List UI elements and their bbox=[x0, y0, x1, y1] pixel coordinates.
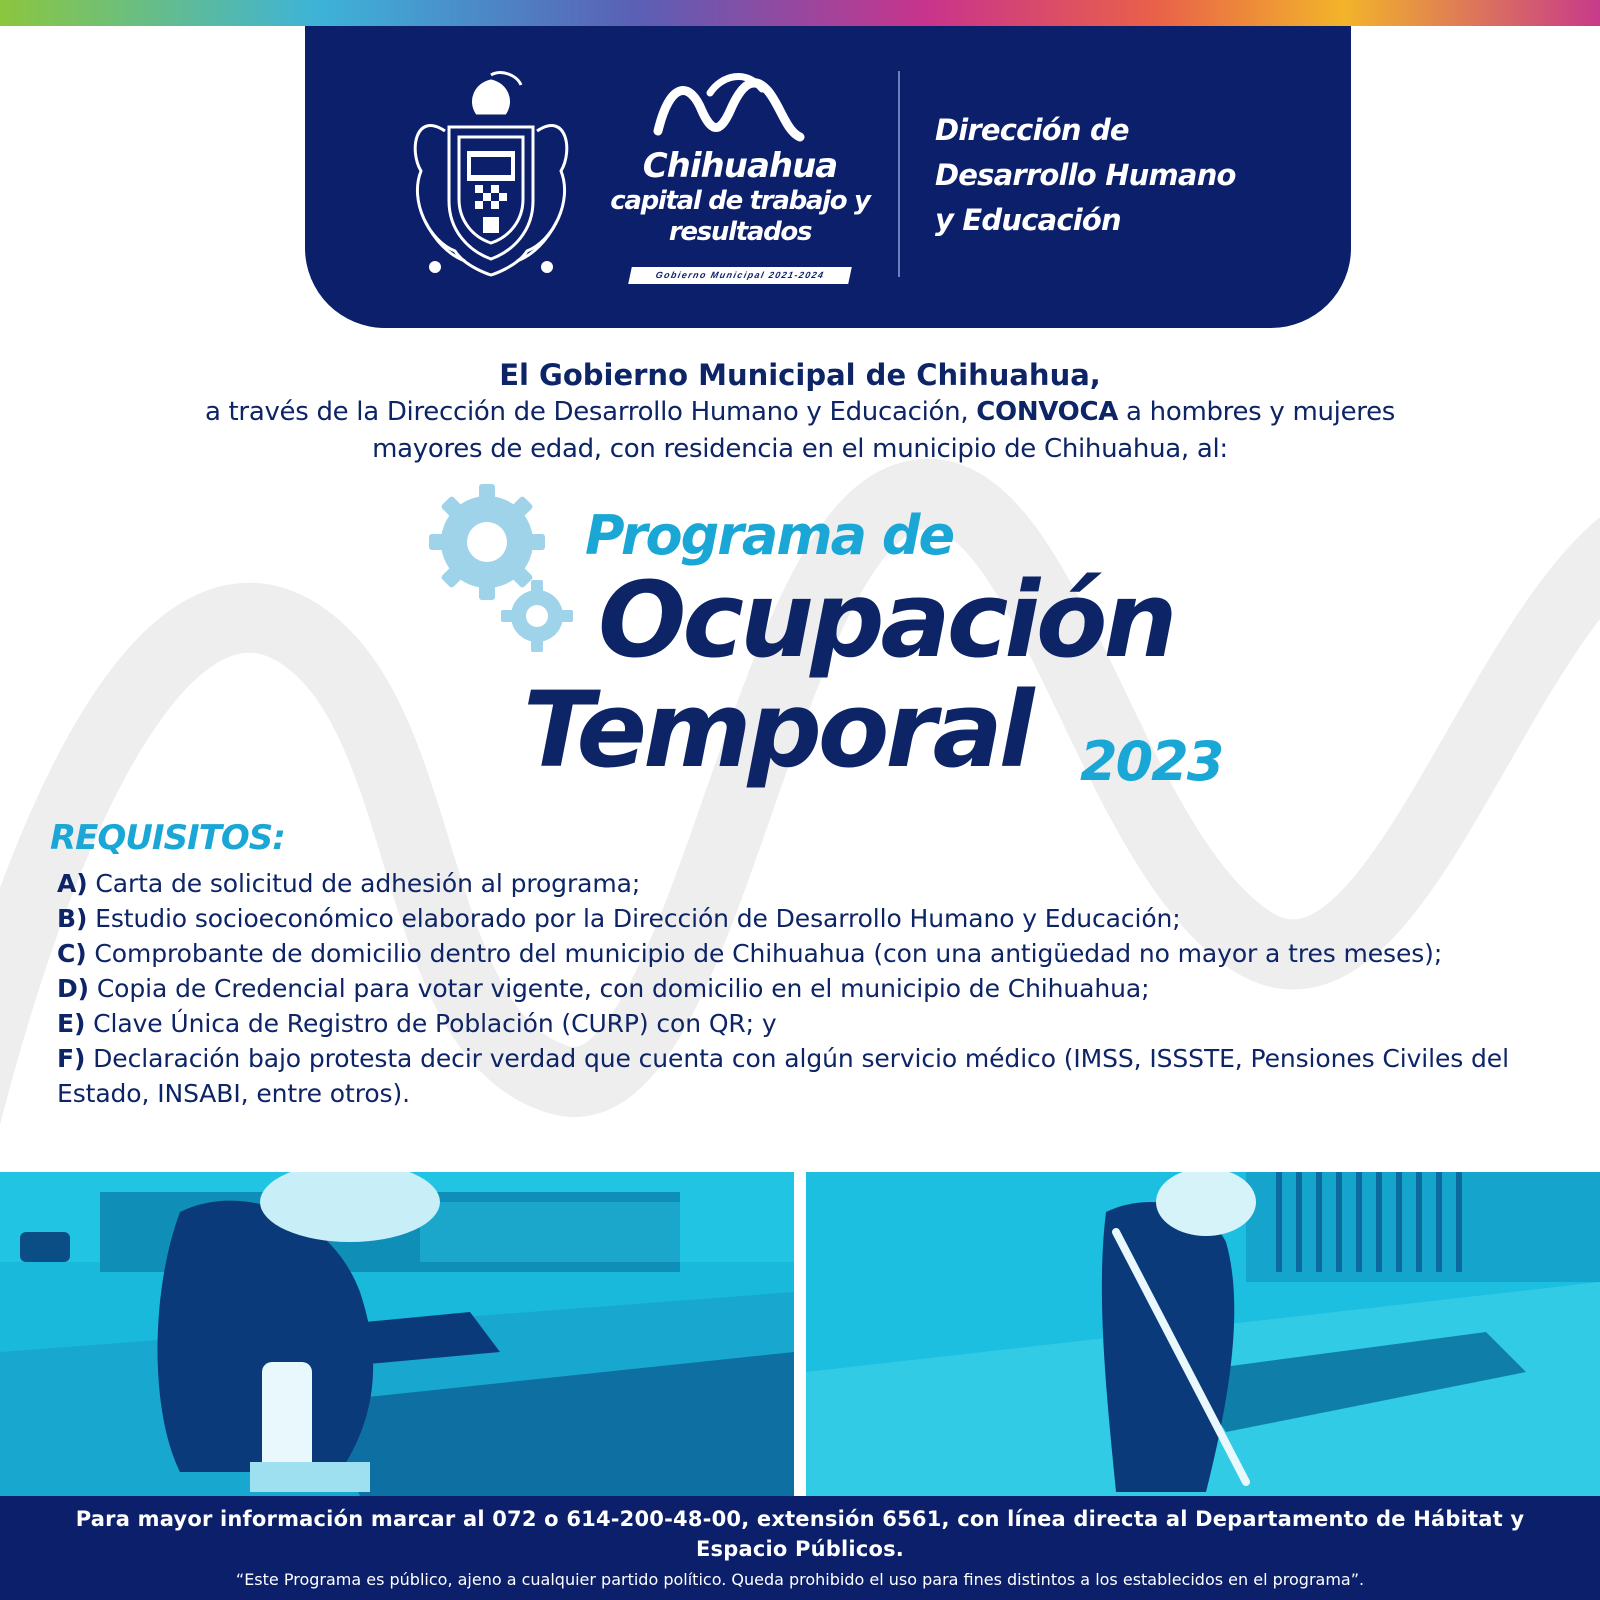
requirement-text: Comprobante de domicilio dentro del municipio de Chihuahua (con una antigüedad no mayor a tres meses); bbox=[86, 939, 1443, 968]
header-divider bbox=[898, 71, 900, 277]
requirement-item bbox=[57, 971, 1557, 1006]
department-name bbox=[935, 108, 1285, 243]
requirement-item bbox=[57, 936, 1557, 971]
requirement-item bbox=[57, 866, 1557, 901]
requirement-text: Declaración bajo protesta decir verdad que cuenta con algún servicio médico (IMSS, ISSSTE, Pensiones Civiles del Estado, INSABI, entre otros). bbox=[57, 1044, 1509, 1108]
chihuahua-coat-of-arms-icon bbox=[405, 71, 577, 279]
header-banner bbox=[305, 26, 1351, 328]
program-year: 2023 bbox=[1080, 730, 1223, 793]
requirement-text: Clave Única de Registro de Población (CURP) con QR; y bbox=[85, 1009, 777, 1038]
footer-disclaimer: “Este Programa es público, ajeno a cualquier partido político. Queda prohibido el uso para fines distintos a los establecidos en el programa”. bbox=[235, 1570, 1365, 1589]
rainbow-top-stripe bbox=[0, 0, 1600, 26]
requirement-text: Copia de Credencial para votar vigente, con domicilio en el municipio de Chihuahua; bbox=[88, 974, 1150, 1003]
intro-line-1 bbox=[60, 394, 1540, 431]
requirement-item bbox=[57, 901, 1557, 936]
intro-text: a través de la Dirección de Desarrollo Humano y Educación, bbox=[204, 397, 977, 427]
worker-cleaning-curb-image bbox=[0, 1172, 794, 1496]
requirement-letter: B) bbox=[57, 904, 88, 933]
worker-photo-left bbox=[0, 1172, 794, 1496]
intro-announcement bbox=[60, 356, 1540, 468]
program-title-word-2: Temporal bbox=[523, 669, 1031, 791]
brand-government-tag: Gobierno Municipal 2021-2024 bbox=[628, 267, 852, 284]
requirement-letter: E) bbox=[57, 1009, 86, 1038]
footer-contact-info: Para mayor información marcar al 072 o 614-200-48-00, extensión 6561, con línea directa al Departamento de Hábitat y Espacio Públicos. bbox=[75, 1507, 1525, 1561]
gears-icon bbox=[425, 480, 585, 660]
requirement-item bbox=[57, 1006, 1557, 1041]
department-line: Desarrollo Humano bbox=[935, 158, 1236, 192]
brand-slogan: capital de trabajo y resultados bbox=[610, 186, 870, 247]
requirement-letter: A) bbox=[57, 869, 88, 898]
intro-text: a hombres y mujeres bbox=[1118, 397, 1396, 427]
requirements-list bbox=[57, 866, 1557, 1111]
intro-line-2: mayores de edad, con residencia en el municipio de Chihuahua, al: bbox=[372, 434, 1228, 464]
convoca-emphasis: CONVOCA bbox=[976, 397, 1119, 427]
department-line: y Educación bbox=[935, 203, 1121, 237]
requirement-text: Carta de solicitud de adhesión al programa; bbox=[87, 869, 641, 898]
requirement-letter: D) bbox=[57, 974, 89, 1003]
program-prefix: Programa de bbox=[585, 504, 954, 567]
program-title-word-1: Ocupación bbox=[598, 559, 1174, 681]
brand-title: Chihuahua bbox=[642, 146, 838, 186]
requirement-letter: C) bbox=[57, 939, 87, 968]
department-line: Dirección de bbox=[935, 113, 1129, 147]
requirement-item bbox=[57, 1041, 1557, 1111]
chihuahua-brand-wave-icon bbox=[650, 71, 810, 151]
intro-title: El Gobierno Municipal de Chihuahua, bbox=[499, 358, 1101, 392]
worker-weeding-sidewalk-image bbox=[806, 1172, 1600, 1496]
footer-contact-bar bbox=[0, 1496, 1600, 1600]
worker-photo-right bbox=[806, 1172, 1600, 1496]
requirements-title: REQUISITOS: bbox=[50, 818, 285, 858]
requirement-letter: F) bbox=[57, 1044, 86, 1073]
requirement-text: Estudio socioeconómico elaborado por la Dirección de Desarrollo Humano y Educación; bbox=[87, 904, 1181, 933]
